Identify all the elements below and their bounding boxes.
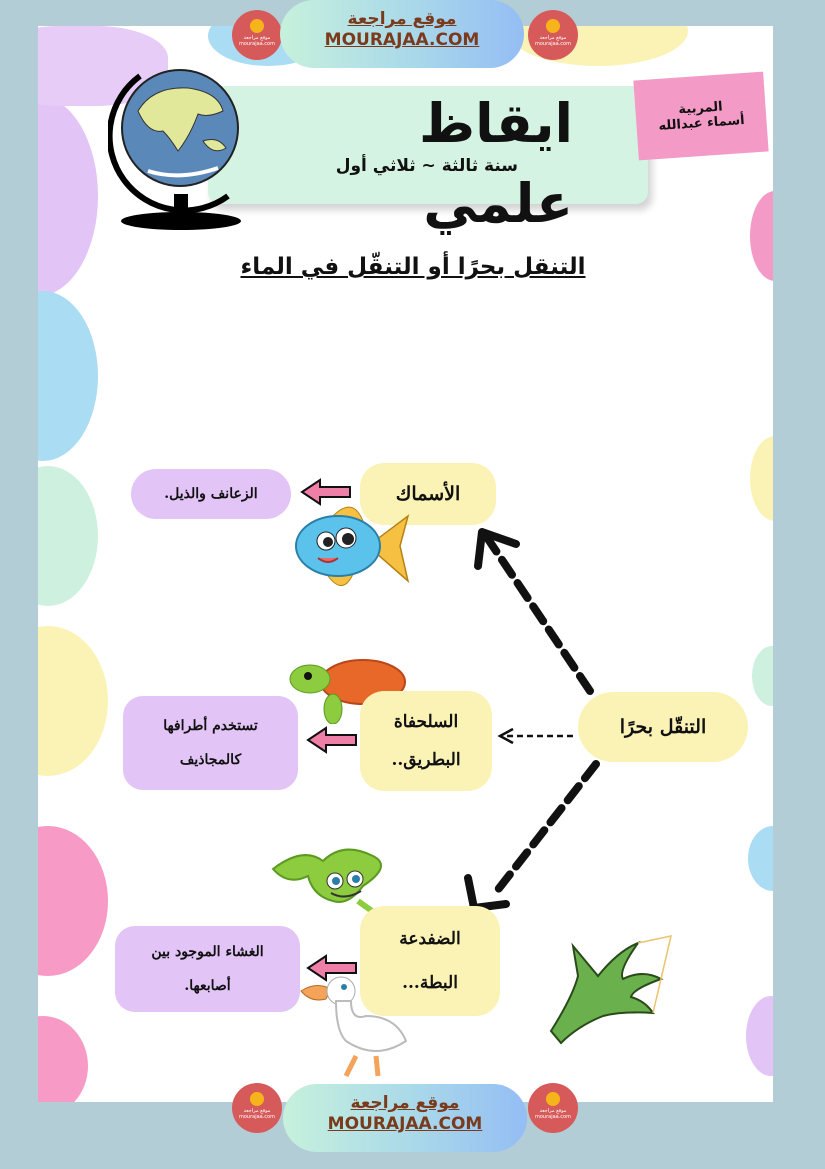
description-label: كالمجاذيف	[179, 752, 242, 768]
watermark-link[interactable]: MOURAJAA.COM	[324, 30, 480, 50]
logo-icon	[250, 19, 264, 33]
description-label: أصابعها.	[184, 978, 231, 994]
watermark-link[interactable]: MOURAJAA.COM	[327, 1114, 483, 1134]
animal-label: السلحفاة	[393, 712, 459, 732]
watermark-badge-top-left[interactable]	[232, 10, 282, 60]
teacher-name: أسماء عبدالله	[657, 112, 746, 134]
description-label: تستخدم أطرافها	[163, 718, 258, 734]
fish-icon	[288, 496, 413, 596]
watermark-banner-top[interactable]	[280, 0, 524, 68]
worksheet-page	[38, 26, 773, 1102]
center-node-label: التنقّل بحرًا	[619, 716, 707, 738]
pink-arrow-icon	[306, 954, 358, 982]
watermark-badge-bottom-left[interactable]	[232, 1083, 282, 1133]
logo-icon	[546, 1092, 560, 1106]
main-title: ايقاظ علمي	[418, 92, 573, 235]
teacher-label: المربية	[677, 99, 724, 118]
watermark-banner-bottom[interactable]	[283, 1084, 527, 1152]
logo-icon	[546, 19, 560, 33]
animal-box-turtle	[360, 691, 492, 791]
lesson-title: التنقل بحرًا أو التنقّل في الماء	[240, 254, 586, 280]
watermark-arabic: موقع مراجعة	[347, 9, 457, 29]
animal-label: الأسماك	[395, 483, 461, 505]
grade-subtitle: سنة ثالثة ~ ثلاثي أول	[335, 156, 518, 176]
watermark-badge-top-right[interactable]	[528, 10, 578, 60]
webbed-foot-icon	[543, 931, 673, 1046]
animal-label: البطريق..	[391, 750, 461, 770]
badge-text: موقع مراجعة mourajaa.com	[238, 1108, 275, 1120]
description-box-fish	[131, 469, 291, 519]
badge-text: موقع مراجعة mourajaa.com	[534, 1108, 571, 1120]
watermark-arabic: موقع مراجعة	[350, 1093, 460, 1113]
watermark-badge-bottom-right[interactable]	[528, 1083, 578, 1133]
description-label: الزعانف والذيل.	[164, 486, 258, 502]
animal-label: البطة...	[402, 973, 458, 993]
duck-icon	[296, 971, 416, 1081]
description-box-turtle	[123, 696, 298, 790]
animal-label: الضفدعة	[399, 929, 461, 949]
logo-icon	[250, 1092, 264, 1106]
pink-arrow-icon	[306, 726, 358, 754]
badge-text: موقع مراجعة mourajaa.com	[238, 35, 275, 47]
description-label: الغشاء الموجود بين	[151, 944, 264, 960]
badge-text: موقع مراجعة mourajaa.com	[534, 35, 571, 47]
description-box-frog-duck	[115, 926, 300, 1012]
